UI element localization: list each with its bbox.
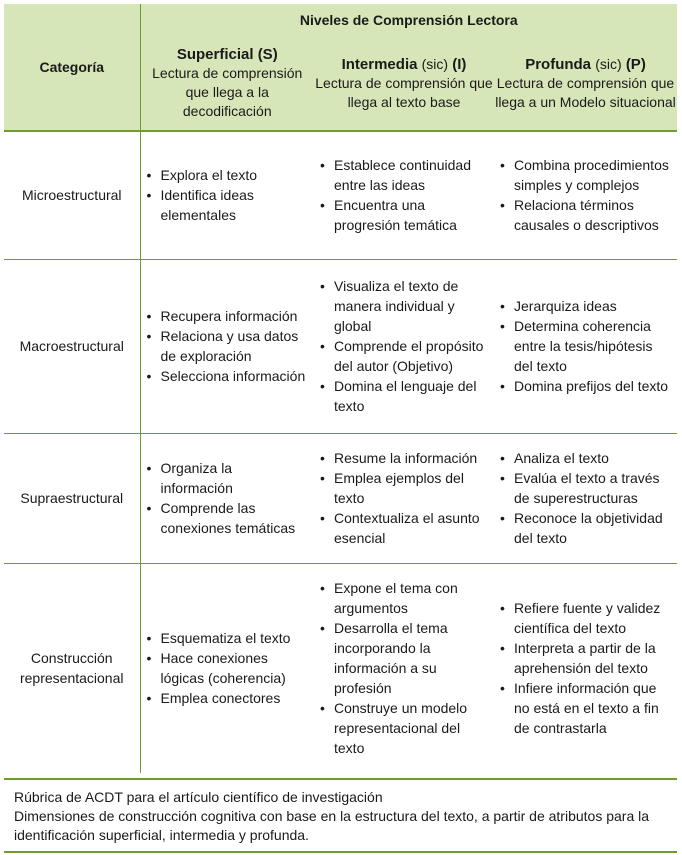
list-item: • Evalúa el texto a través de superestructuras [514, 468, 671, 508]
rubric-table [4, 4, 677, 773]
list-item: • Comprende el propósito del autor (Objetivo) [334, 336, 488, 376]
list-item: • Emplea conectores [161, 688, 309, 708]
list-item: • Expone el tema con argumentos [334, 578, 488, 618]
header-row-title [4, 4, 677, 36]
list-item: • Comprende las conexiones temáticas [161, 498, 309, 538]
superficial-cell [140, 259, 314, 433]
list-item: • Selecciona información [161, 366, 309, 386]
list-item: • Explora el texto [161, 165, 309, 185]
list-item: • Domina el lenguaje del texto [334, 376, 488, 416]
list-item: • Relaciona y usa datos de exploración [161, 326, 309, 366]
level-desc: Lectura de comprensión que llega al texto base [315, 74, 493, 110]
list-item: • Esquematiza el texto [161, 628, 309, 648]
level-name: Profunda [525, 55, 592, 73]
list-item: • Emplea ejemplos del texto [334, 468, 488, 508]
intermedia-cell [314, 259, 494, 433]
list-item: • Jerarquiza ideas [514, 296, 671, 316]
intermedia-cell [314, 131, 494, 259]
table-row [4, 433, 677, 563]
level-header-superficial [140, 36, 314, 131]
profunda-cell [494, 433, 677, 563]
list-item: • Establece continuidad entre las ideas [334, 155, 488, 195]
level-sic: (sic) [421, 55, 449, 72]
level-name: Superficial [176, 46, 254, 63]
list-item: • Reconoce la objetividad del texto [514, 508, 671, 548]
category-header: Categoría [4, 4, 140, 131]
category-cell: Macroestructural [4, 259, 140, 433]
level-header-intermedia [314, 36, 494, 131]
list-item: • Analiza el texto [514, 448, 671, 468]
caption-title: Rúbrica de ACDT para el artículo científico de investigación [14, 789, 383, 805]
table-row [4, 259, 677, 433]
table-row [4, 131, 677, 259]
level-header-profunda [494, 36, 677, 131]
list-item: • Recupera información [161, 306, 309, 326]
superficial-cell [140, 433, 314, 563]
profunda-cell [494, 131, 677, 259]
list-item: • Combina procedimientos simples y complejos [514, 155, 671, 195]
list-item: • Hace conexiones lógicas (coherencia) [161, 648, 309, 688]
table-row [4, 563, 677, 773]
list-item: • Visualiza el texto de manera individual y global [334, 276, 488, 336]
level-name: Intermedia [341, 55, 418, 73]
list-item: • Determina coherencia entre la tesis/hipótesis del texto [514, 316, 671, 376]
list-item: • Refiere fuente y validez científica del texto [514, 598, 671, 638]
list-item: • Organiza la información [161, 458, 309, 498]
intermedia-cell [314, 563, 494, 773]
list-item: • Encuentra una progresión temática [334, 195, 488, 235]
intermedia-cell [314, 433, 494, 563]
list-item: • Construye un modelo representacional del texto [334, 698, 488, 758]
list-item: • Resume la información [334, 448, 488, 468]
caption-description: Dimensiones de construcción cognitiva con base en la estructura del texto, a partir de atributos para la identificación superficial, intermedia y profunda. [14, 808, 650, 843]
list-item: • Desarrolla el tema incorporando la información a su profesión [334, 618, 488, 698]
category-cell: Construcción representacional [4, 563, 140, 773]
list-item: • Infiere información que no está en el texto a fin de contrastarla [514, 678, 671, 738]
category-cell: Microestructural [4, 131, 140, 259]
profunda-cell [494, 259, 677, 433]
category-cell: Supraestructural [4, 433, 140, 563]
list-item: • Contextualiza el asunto esencial [334, 508, 488, 548]
superficial-cell [140, 131, 314, 259]
list-item: • Domina prefijos del texto [514, 376, 671, 396]
level-code: (I) [452, 55, 467, 73]
list-item: • Identifica ideas elementales [161, 185, 309, 225]
level-code: (S) [257, 46, 278, 63]
level-sic: (sic) [595, 55, 622, 72]
level-code: (P) [625, 55, 646, 73]
level-desc: Lectura de comprensión que llega a la decodificación [152, 65, 303, 119]
profunda-cell [494, 563, 677, 773]
superficial-cell [140, 563, 314, 773]
list-item: • Interpreta a partir de la aprehensión del texto [514, 638, 671, 678]
list-item: • Relaciona términos causales o descriptivos [514, 195, 671, 235]
levels-group-title: Niveles de Comprensión Lectora [299, 12, 518, 28]
level-desc: Lectura de comprensión que llega a un Modelo situacional [495, 74, 676, 110]
table-caption [4, 778, 677, 853]
